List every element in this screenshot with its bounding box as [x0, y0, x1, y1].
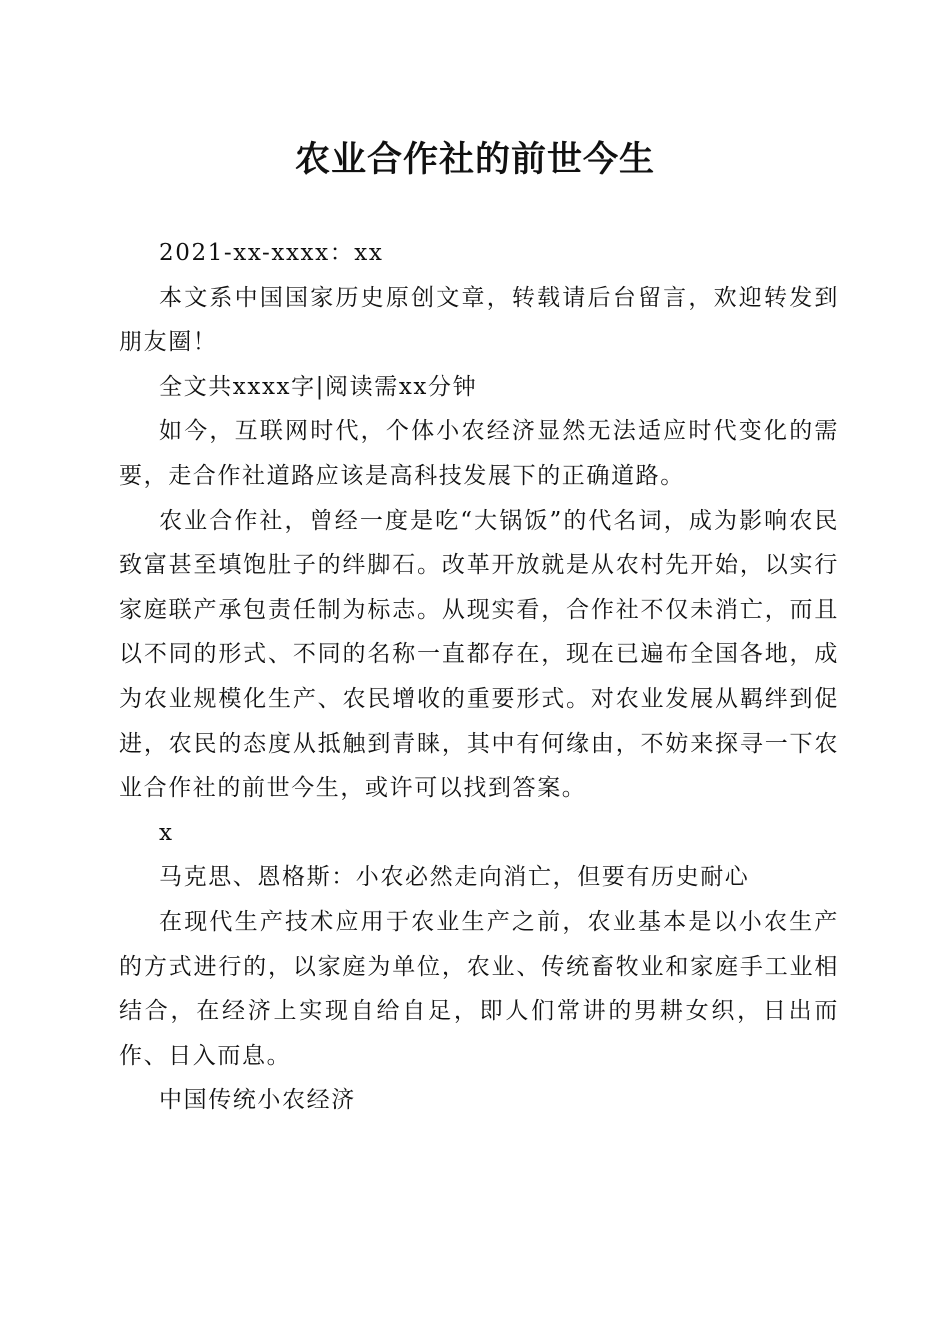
body-paragraph: 在现代生产技术应用于农业生产之前，农业基本是以小农生产的方式进行的，以家庭为单位，农业、传统畜牧业和家庭手工业相结合，在经济上实现自给自足，即人们常讲的男耕女织，日出而作、日入而息。	[119, 908, 839, 1069]
image-caption: 中国传统小农经济	[159, 1087, 356, 1114]
document-title: 农业合作社的前世今生	[294, 139, 655, 180]
copyright-notice: 本文系中国国家历史原创文章，转载请后台留言，欢迎转发到朋友圈！	[119, 284, 839, 356]
reading-time-line: 全文共xxxx字|阅读需xx分钟	[159, 373, 478, 400]
date-author-line: 2021-xx-xxxx：xx	[159, 240, 384, 266]
background-paragraph: 农业合作社，曾经一度是吃“大锅饭”的代名词，成为影响农民致富甚至填饱肚子的绊脚石。改革开放就是从农村先开始，以实行家庭联产承包责任制为标志。从现实看，合作社不仅未消亡，而且以不同的形式、不同的名称一直都存在，现在已遍布全国各地，成为农业规模化生产、农民增收的重要形式。对农业发展从羁绊到促进，农民的态度从抵触到青睐，其中有何缘由，不妨来探寻一下农业合作社的前世今生，或许可以找到答案。	[119, 507, 839, 802]
document-body	[119, 231, 839, 1123]
section-heading: 马克思、恩格斯：小农必然走向消亡，但要有历史耐心	[159, 864, 750, 891]
section-marker: x	[159, 819, 174, 846]
intro-paragraph: 如今，互联网时代，个体小农经济显然无法适应时代变化的需要，走合作社道路应该是高科技发展下的正确道路。	[119, 418, 839, 489]
